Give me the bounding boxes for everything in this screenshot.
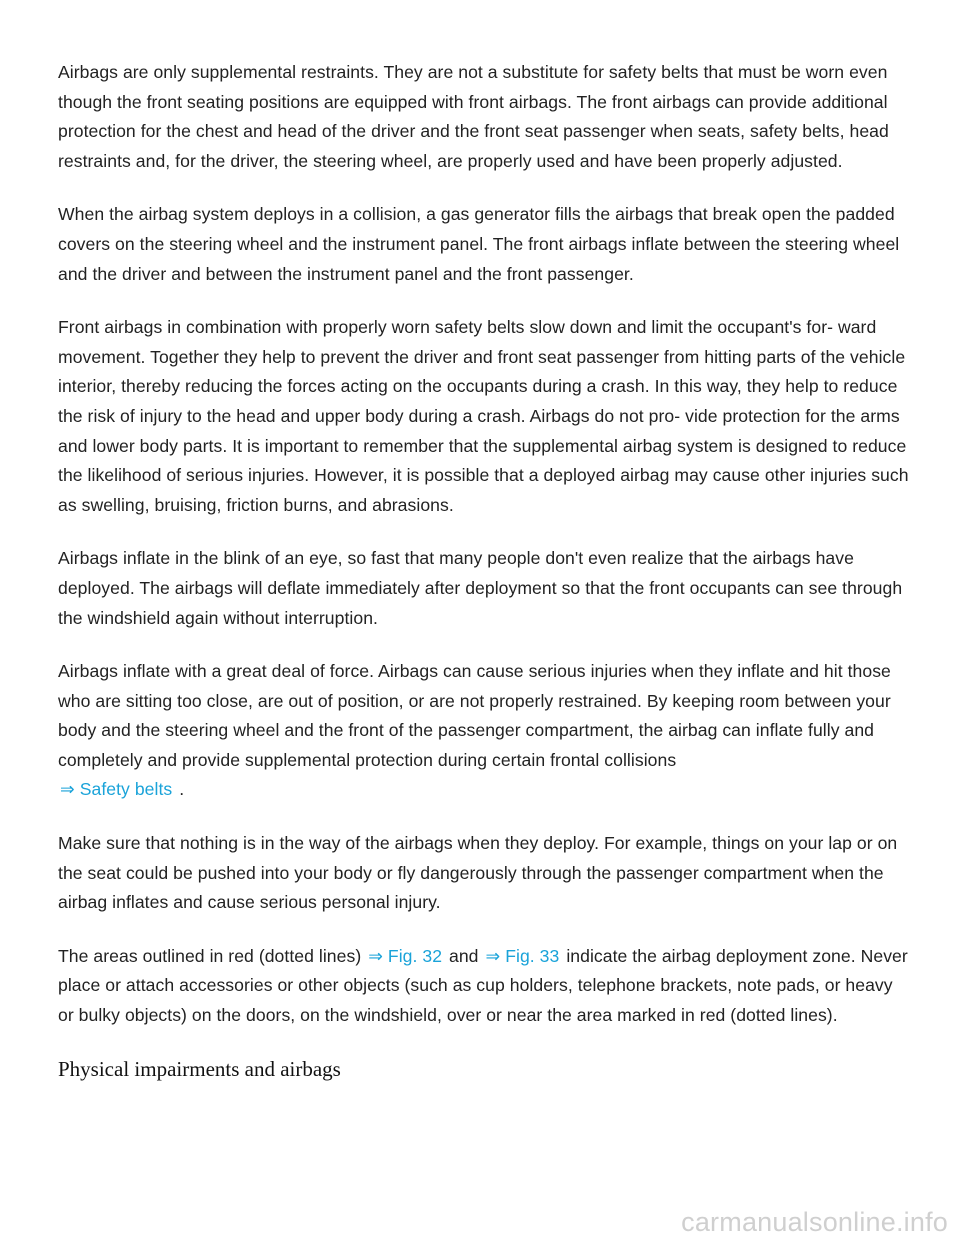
fig-32-link[interactable]: ⇒ Fig. 32 <box>368 945 443 966</box>
fig-33-link[interactable]: ⇒ Fig. 33 <box>485 945 560 966</box>
paragraph-outlined-areas-start: The areas outlined in red (dotted lines) <box>58 945 362 966</box>
paragraph-inflate-force-text: Airbags inflate with a great deal of force. Airbags can cause serious injuries when they inflate and hit those who are sitting too close, are out of position, or are not properly restrained. By keeping room between your body and the steering wheel and the front of the passenger compartment, the airbag can inflate fully and completely and provide supplemental protection during certain frontal collisions <box>58 661 891 770</box>
paragraph-inflate-force-end: . <box>179 779 185 800</box>
paragraph-outlined-areas-end: indicate the airbag deployment zone. Never place or attach accessories or other objects (such as cup holders, telephone brackets, note pads, or heavy or bulky objects) on the doors, on the windshield, over or near the area marked in red (dotted lines). <box>58 945 908 1026</box>
paragraph-supplemental-restraints: Airbags are only supplemental restraints. They are not a substitute for safety belts that must be worn even though the front seating positions are equipped with front airbags. The front airbags can provide additional protection for the chest and head of the driver and the front seat passenger when seats, safety belts, head restraints and, for the driver, the steering wheel, are properly used and have been properly adjusted. <box>58 62 889 171</box>
paragraph-inflate-fast: Airbags inflate in the blink of an eye, so fast that many people don't even realize that the airbags have deployed. The airbags will deflate immediately after deployment so that the front occupants can see through the windshield again without interruption. <box>58 548 903 628</box>
section-heading-physical-impairments: Physical impairments and airbags <box>58 1056 341 1081</box>
paragraph-deployment: When the airbag system deploys in a collision, a gas generator fills the airbags that break open the padded covers on the steering wheel and the instrument panel. The front airbags inflate between the steering wheel and the driver and between the instrument panel and the front passenger. <box>58 204 900 284</box>
paragraph-outlined-areas-mid: and <box>449 945 479 966</box>
paragraph-outlined-areas <box>58 942 910 1031</box>
paragraph-nothing-in-way: Make sure that nothing is in the way of the airbags when they deploy. For example, things on your lap or on the seat could be pushed into your body or fly dangerously through the passenger compartment when the airbag inflates and cause serious personal injury. <box>58 833 898 913</box>
document-body <box>58 58 910 1083</box>
paragraph-inflate-force <box>58 657 910 805</box>
paragraph-combination-belts: Front airbags in combination with properly worn safety belts slow down and limit the occupant's for- ward movement. Together they help to prevent the driver and front seat passenger from hitting parts of the vehicle interior, thereby reducing the forces acting on the occupants during a crash. In this way, they help to reduce the risk of injury to the head and upper body during a crash. Airbags do not pro- vide protection for the arms and lower body parts. It is important to remember that the supplemental airbag system is designed to reduce the likelihood of serious injuries. However, it is possible that a deployed airbag may cause other injuries such as swelling, bruising, friction burns, and abrasions. <box>58 317 909 515</box>
watermark: carmanualsonline.info <box>681 1207 948 1237</box>
safety-belts-link[interactable]: ⇒ Safety belts <box>60 779 173 800</box>
